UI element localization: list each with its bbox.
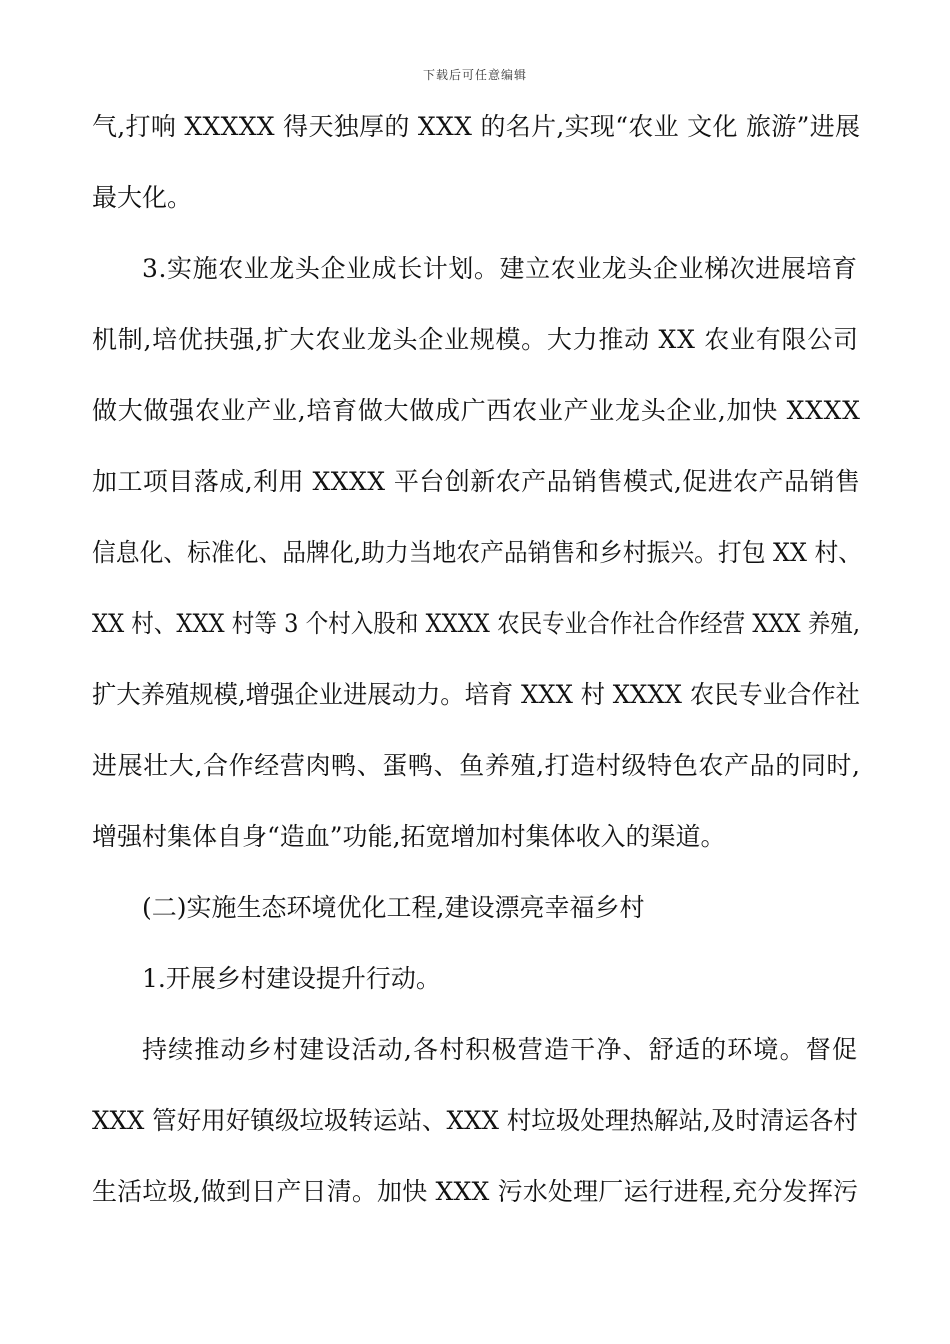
text-line-5: 做大做强农业产业,培育做大做成广西农业产业龙头企业,加快 XXXX (92, 396, 861, 425)
text-line-16: 生活垃圾,做到日产日清。加快 XXX 污水处理厂运行进程,充分发挥污 (92, 1177, 859, 1206)
text-line-9: 扩大养殖规模,增强企业进展动力。培育 XXX 村 XXXX 农民专业合作社 (92, 680, 861, 709)
text-line-3: 3.实施农业龙头企业成长计划。建立农业龙头企业梯次进展培育 (142, 254, 858, 283)
text-line-7: 信息化、标准化、品牌化,助力当地农产品销售和乡村振兴。打包 XX 村、 (92, 538, 863, 567)
text-line-2: 最大化。 (92, 183, 193, 212)
text-line-8: XX 村、XXX 村等 3 个村入股和 XXXX 农民专业合作社合作经营 XXX 养殖, (92, 609, 861, 638)
text-line-4: 机制,培优扶强,扩大农业龙头企业规模。大力推动 XX 农业有限公司 (92, 325, 859, 354)
section-heading-2: (二)实施生态环境优化工程,建设漂亮幸福乡村 (142, 893, 645, 922)
text-line-1: 气,打响 XXXXX 得天独厚的 XXX 的名片,实现“农业 文化 旅游”进展 (92, 112, 861, 141)
header-note: 下载后可任意编辑 (422, 68, 527, 82)
text-line-11: 增强村集体自身“造血”功能,拓宽增加村集体收入的渠道。 (92, 822, 726, 851)
text-line-15: XXX 管好用好镇级垃圾转运站、XXX 村垃圾处理热解站,及时清运各村 (92, 1106, 858, 1135)
text-line-6: 加工项目落成,利用 XXXX 平台创新农产品销售模式,促进农产品销售 (92, 467, 861, 496)
text-line-10: 进展壮大,合作经营肉鸭、蛋鸭、鱼养殖,打造村级特色农产品的同时, (92, 751, 861, 780)
subsection-heading-1: 1.开展乡村建设提升行动。 (142, 964, 441, 993)
text-line-14: 持续推动乡村建设活动,各村积极营造干净、舒适的环境。督促 (142, 1035, 859, 1064)
